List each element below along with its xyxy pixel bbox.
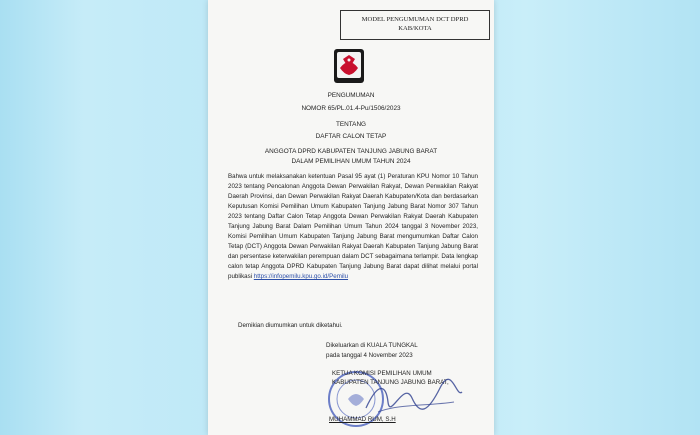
signer-title-2: KABUPATEN TANJUNG JABUNG BARAT, <box>332 379 449 386</box>
subject-line-2: ANGGOTA DPRD KABUPATEN TANJUNG JABUNG BARAT <box>264 148 438 155</box>
announcement-document <box>208 0 494 435</box>
signature-icon <box>358 372 468 420</box>
subject-line-3: DALAM PEMILIHAN UMUM TAHUN 2024 <box>291 158 411 165</box>
body-paragraph <box>228 172 478 282</box>
announcement-number: NOMOR 65/PL.01.4-Pu/1506/2023 <box>301 105 401 112</box>
kpu-logo-icon <box>328 46 370 88</box>
issue-date: pada tanggal 4 November 2023 <box>326 352 413 359</box>
signer-name: MUHAMMAD RUM, S.H <box>329 416 396 423</box>
closing-text: Demikian diumumkan untuk diketahui. <box>238 322 343 329</box>
model-label-line2: KAB/KOTA <box>398 25 432 32</box>
issue-place: Dikeluarkan di KUALA TUNGKAL <box>326 342 418 349</box>
model-label-line1: MODEL PENGUMUMAN DCT DPRD <box>361 16 469 23</box>
title: PENGUMUMAN <box>327 92 375 99</box>
body-text: Bahwa untuk melaksanakan ketentuan Pasal 95 ayat (1) Peraturan KPU Nomor 10 Tahun 2023 tentang Pencalonan Anggota Dewan Perwakilan Rakyat, Dewan Perwakilan Rakyat Daerah Provinsi, dan Dewan Perwakilan Rakyat Daerah Kabupaten/Kota dan berdasarkan Keputusan Komisi Pemilihan Umum Kabupaten Tanjung Jabung Barat Nomor 307 Tahun 2023 tentang Daftar Calon Tetap Anggota Dewan Perwakilan Rakyat Daerah Kabupaten Tanjung Jabung Barat Dalam Pemilihan Umum Tahun 2024 tanggal 3 November 2023, Komisi Pemilihan Umum Kabupaten Tanjung Jabung Barat mengumumkan Daftar Calon Tetap (DCT) Anggota Dewan Perwakilan Rakyat Daerah Kabupaten Tanjung Jabung Barat dan persentase keterwakilan perempuan dalam DCT sebagaimana terlampir. Data lengkap calon tetap Anggota DPRD Kabupaten Tanjung Jabung Barat dapat dilihat melalui portal publikasi <box>228 173 478 280</box>
portal-link[interactable]: https://infopemilu.kpu.go.id/Pemilu <box>253 273 349 280</box>
model-label-box <box>340 10 490 40</box>
signer-title-1: KETUA KOMISI PEMILIHAN UMUM <box>332 370 432 377</box>
about-heading: TENTANG <box>335 121 367 128</box>
subject-line-1: DAFTAR CALON TETAP <box>315 133 387 140</box>
